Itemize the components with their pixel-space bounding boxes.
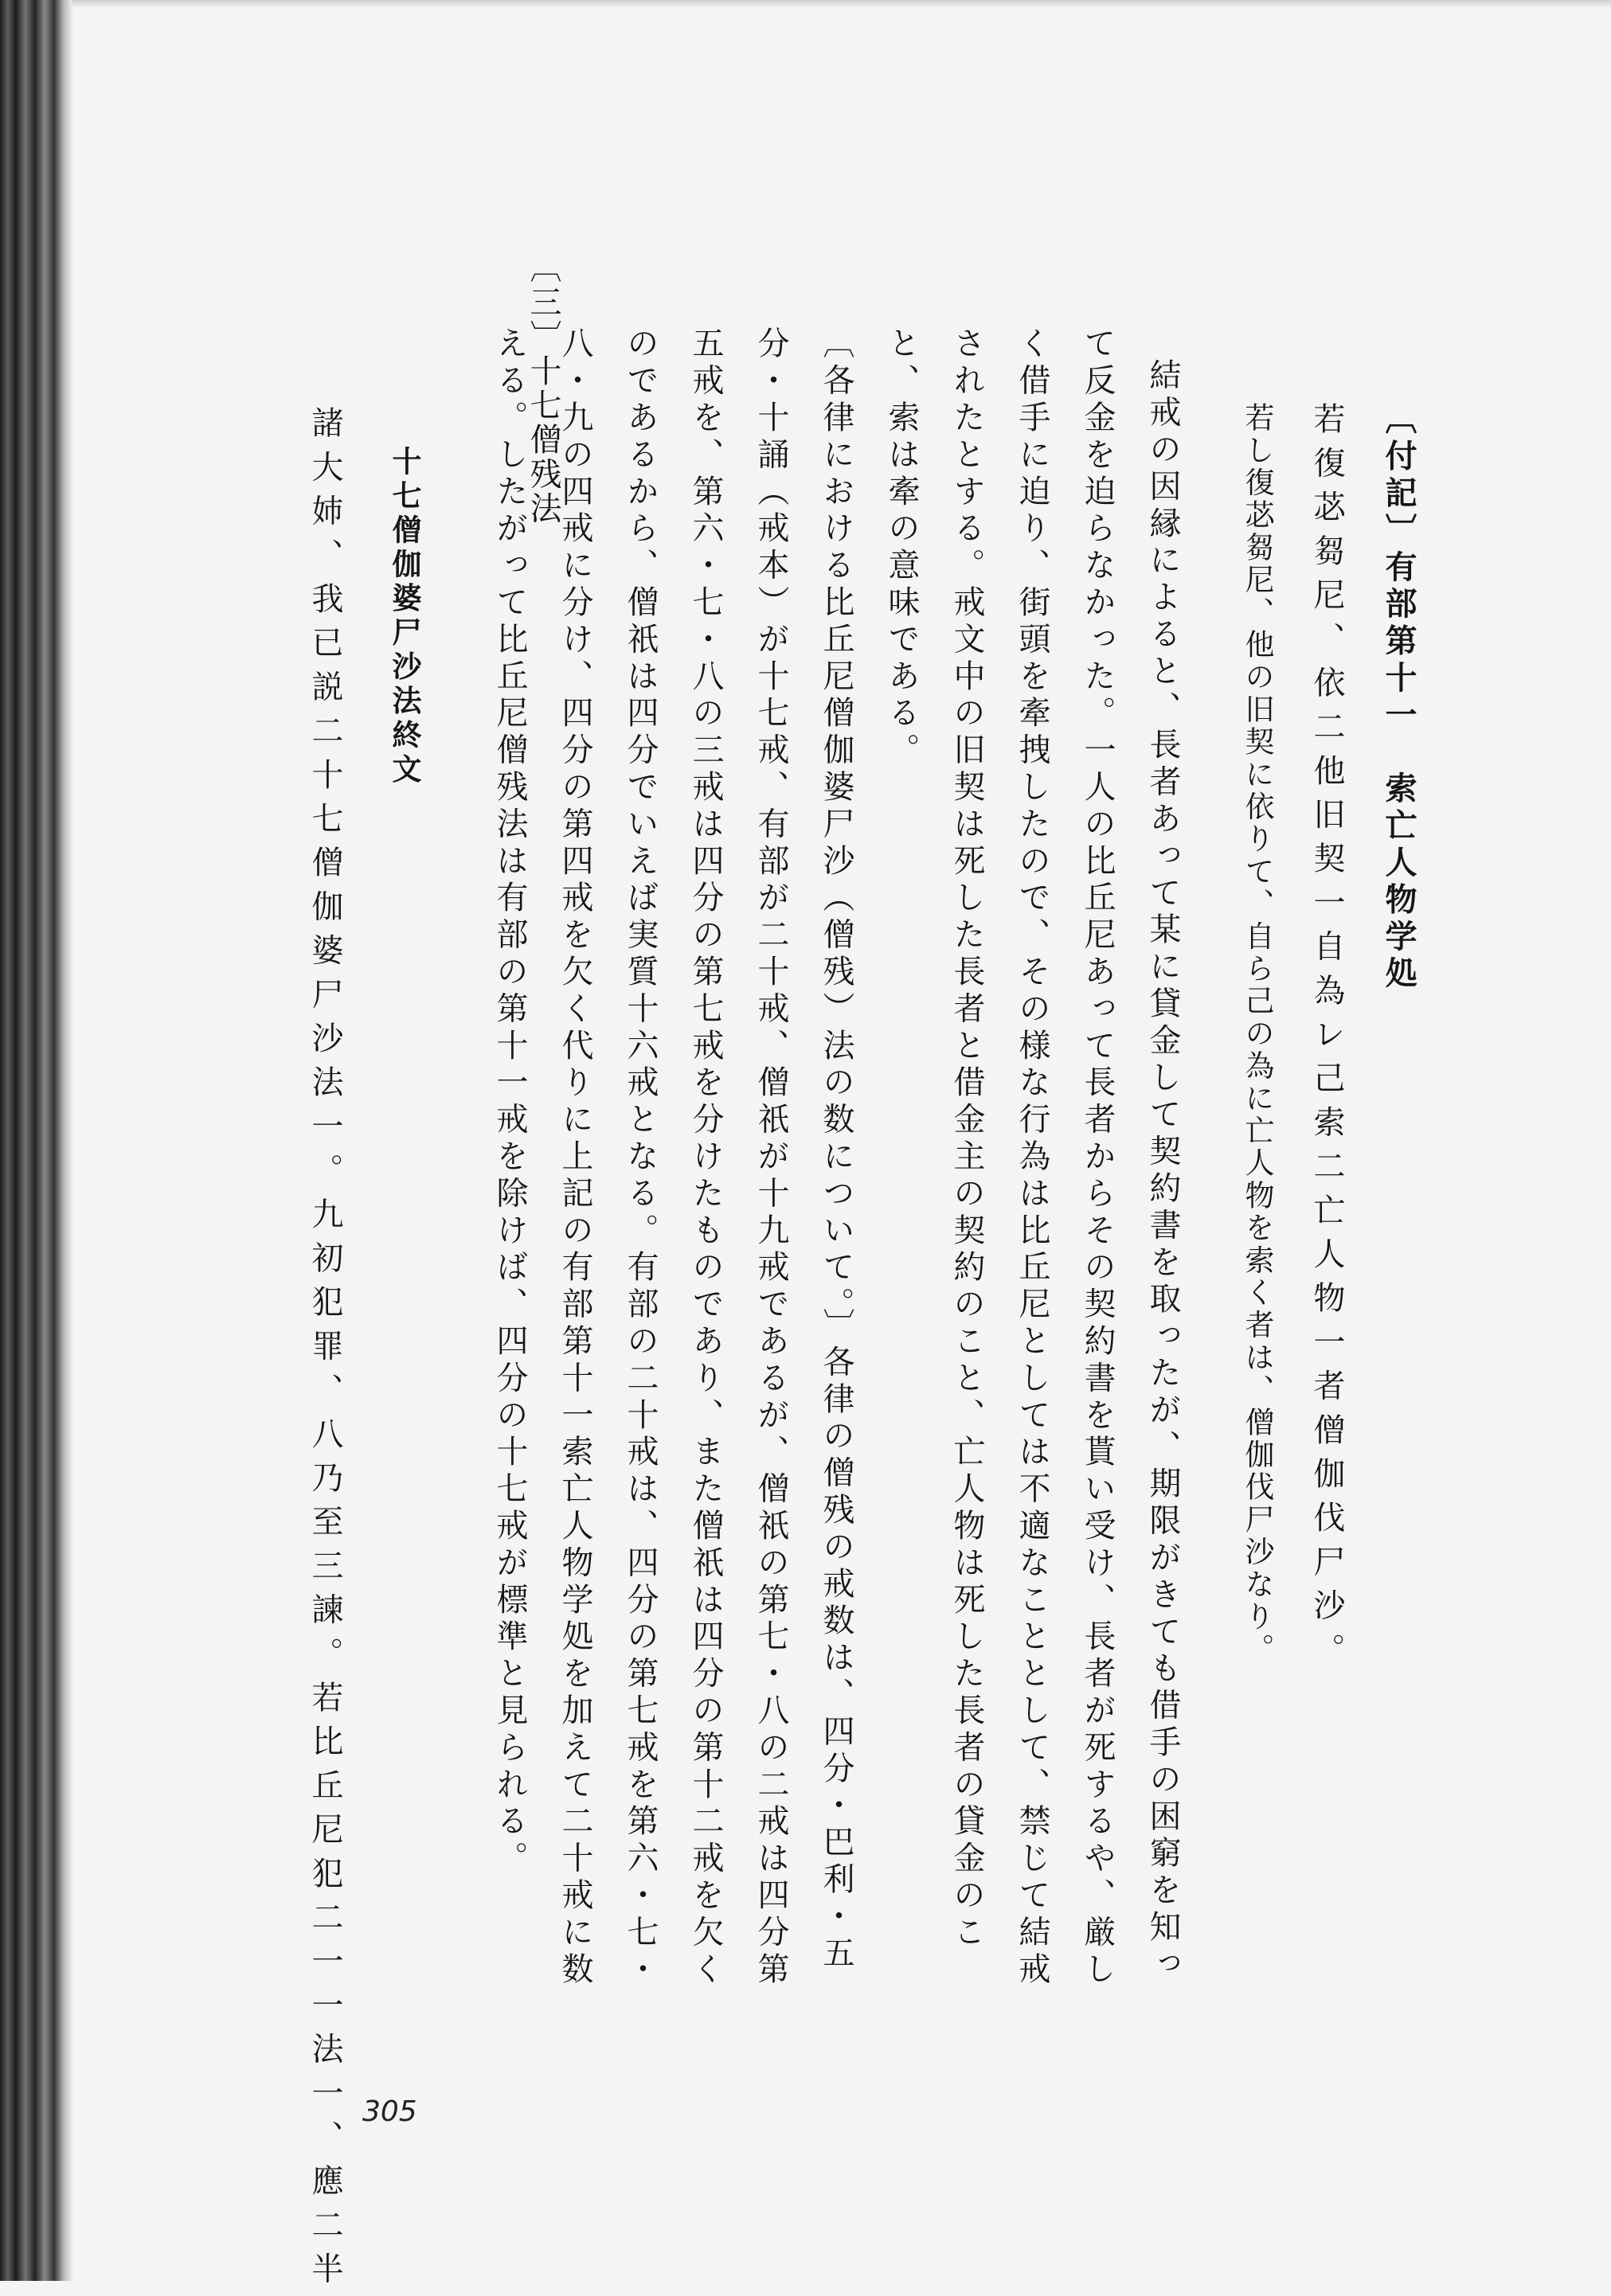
- note-line: 〔各律における比丘尼僧伽婆尸沙（僧残）法の数について。〕各律の僧残の戒数は、四分・巴利・五: [818, 326, 854, 1973]
- supplement-reading: 若し復苾芻尼、他の旧契に依りて、自ら己の為に亡人物を索く者は、僧伽伐尸沙なり。: [1240, 402, 1274, 1666]
- closing-text: 諸大姉、我已説二十七僧伽婆尸沙法一。九初犯罪、八乃至三諫。若比丘尼犯二一一法一、應二半: [307, 406, 343, 2296]
- supplement-heading: 〔付記〕有部第十一 索亡人物学処: [1380, 402, 1417, 994]
- closing-heading: 十七僧伽婆尸沙法終文: [387, 446, 422, 788]
- book-spine-shadow: [0, 0, 73, 2281]
- note-line: 分・十誦（戒本）が十七戒、有部が二十戒、僧祇が十九戒であるが、僧祇の第七・八の二戒は四分第: [753, 326, 789, 1989]
- commentary-line: と、索は牽の意味である。: [883, 326, 920, 770]
- supplement-classical-text: 若復苾芻尼、依二他旧契一自為レ己索二亡人物一者僧伽伐尸沙。: [1308, 402, 1345, 1677]
- commentary-line: て反金を迫らなかった。一人の比丘尼あって長者からその契約書を貰い受け、長者が死するや、厳し: [1079, 326, 1116, 1989]
- note-line: 八・九の四戒に分け、四分の第四戒を欠く代りに上記の有部第十一索亡人物学処を加えて二十戒に数: [557, 326, 593, 1989]
- commentary-line: く借手に迫り、街頭を牽拽したので、その様な行為は比丘尼としては不適なこととして、禁じて結戒: [1014, 326, 1050, 1989]
- note-line: のであるから、僧祇は四分でいえば実質十六戒となる。有部の二十戒は、四分の第七戒を第六・七・: [622, 326, 659, 1989]
- page-top-edge: [72, 0, 1611, 8]
- note-line: える。したがって比丘尼僧残法は有部の第十一戒を除けば、四分の十七戒が標準と見られる。: [491, 326, 528, 1878]
- page-number: 305: [362, 2095, 417, 2128]
- section-heading: 〔三〕十七僧残法: [525, 251, 561, 526]
- commentary-line: 結戒の因縁によると、長者あって某に貸金して契約書を取ったが、期限がきても借手の困窮を知っ: [1144, 358, 1181, 1984]
- commentary-line: されたとする。戒文中の旧契は死した長者と借金主の契約のこと、亡人物は死した長者の貸金のこ: [948, 326, 985, 1952]
- note-line: 五戒を、第六・七・八の三戒は四分の第七戒を分けたものであり、また僧祇は四分の第十二戒を欠く: [687, 326, 724, 1989]
